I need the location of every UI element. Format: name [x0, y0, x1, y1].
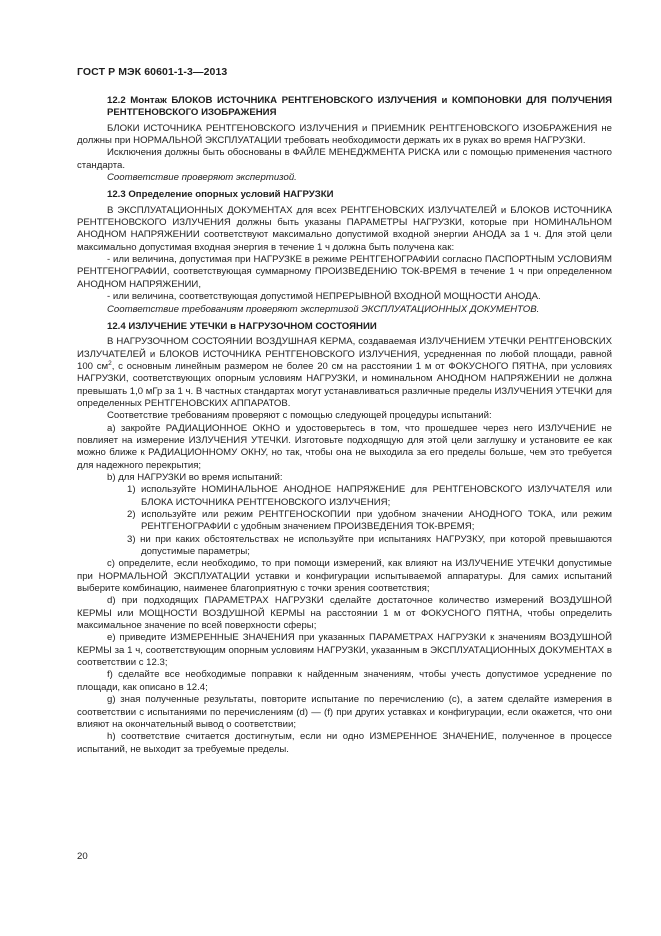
paragraph-1-text-end: , с основным линейным размером не более 20 см на расстоянии 1 м от ФОКУСНОГО ПЯТНА, при условиях НАГРУЗКИ, соответствующих опорным условиям НАГРУЗКИ, и номинальном АНОДНОМ НАПРЯЖЕНИИ не должна превышать 1,0 мГр за 1 ч. В частных стандартах могут устанавливаться различные пределы ИЗЛУЧЕНИЯ УТЕЧКИ для определенных РЕНТГЕНОВСКИХ АППАРАТОВ.	[77, 360, 612, 409]
procedure-step-b: b) для НАГРУЗКИ во время испытаний:	[107, 471, 283, 483]
section-12-3-heading: 12.3 Определение опорных условий НАГРУЗКИ	[107, 189, 334, 201]
section-12-3-paragraph-1: В ЭКСПЛУАТАЦИОННЫХ ДОКУМЕНТАХ для всех РЕНТГЕНОВСКИХ ИЗЛУЧАТЕЛЕЙ и БЛОКОВ ИСТОЧНИКА РЕНТГЕНОВСКОГО ИЗЛУЧЕНИЯ должны быть указаны ПАРАМЕТРЫ НАГРУЗКИ, которые при НОМИНАЛЬНОМ АНОДНОМ НАПРЯЖЕНИИ соответствуют максимально допустимой входной энергии АНОДА за 1 ч. Для этой цели максимально допустимая входная энергия в течение 1 ч должна быть получена как:	[77, 204, 612, 253]
procedure-step-g: g) зная полученные результаты, повторите испытание по перечислению (с), а затем сделайте измерения в соответствии с испытаниями по перечислениям (d) — (f) при других уставках и конфигурации, если окажется, что они влияют на окончательный вывод о соответствии;	[77, 694, 612, 730]
paragraph-1-text-start: В НАГРУЗОЧНОМ СОСТОЯНИИ ВОЗДУШНАЯ КЕРМА, создаваемая ИЗЛУЧЕНИЕМ УТЕЧКИ РЕНТГЕНОВСКИХ ИЗЛУЧАТЕЛЕЙ и БЛОКОВ ИСТОЧНИКА РЕНТГЕНОВСКОГО ИЗЛУЧЕНИЯ, усредненная по любой площади, равной 100 см	[77, 336, 612, 372]
procedure-step-b-2: 2) используйте или режим РЕНТГЕНОСКОПИИ при удобном значении АНОДНОГО ТОКА, или режим РЕНТГЕНОГРАФИИ с удобным значением ПРОИЗВЕДЕНИЯ ТОК-ВРЕМЯ;	[127, 509, 612, 533]
section-12-3-compliance: Соответствие требованиям проверяют экспертизой ЭКСПЛУАТАЦИОННЫХ ДОКУМЕНТОВ.	[107, 303, 540, 315]
procedure-step-e: е) приведите ИЗМЕРЕННЫЕ ЗНАЧЕНИЯ при указанных ПАРАМЕТРАХ НАГРУЗКИ к значениям ВОЗДУШНОЙ КЕРМЫ за 1 ч, соответствующим опорным условиям НАГРУЗКИ, указанным в ЭКСПЛУАТАЦИОННЫХ ДОКУМЕНТАХ в соответствии с 12.3;	[77, 632, 612, 669]
procedure-step-b-3: 3) ни при каких обстоятельствах не используйте при испытаниях НАГРУЗКУ, при которой превышаются допустимые параметры;	[127, 533, 612, 558]
procedure-step-f: f) сделайте все необходимые поправки к найденным значениям, чтобы учесть допустимое усреднение по площади, как описано в 12.4;	[77, 669, 612, 693]
document-body	[77, 95, 612, 756]
section-12-3-list-item-2: - или величина, соответствующая допустимой НЕПРЕРЫВНОЙ ВХОДНОЙ МОЩНОСТИ АНОДА.	[107, 291, 541, 303]
procedure-step-d: d) при подходящих ПАРАМЕТРАХ НАГРУЗКИ сделайте достаточное количество измерений ВОЗДУШНОЙ КЕРМЫ или МОЩНОСТИ ВОЗДУШНОЙ КЕРМЫ на расстоянии 1 м от ФОКУСНОГО ПЯТНА, чтобы определить максимальное значение по всей поверхности сферы;	[77, 595, 612, 632]
section-12-2-heading: 12.2 Монтаж БЛОКОВ ИСТОЧНИКА РЕНТГЕНОВСКОГО ИЗЛУЧЕНИЯ и КОМПОНОВКИ ДЛЯ ПОЛУЧЕНИЯ РЕНТГЕНОВСКОГО ИЗОБРАЖЕНИЯ	[107, 95, 612, 119]
section-12-2-paragraph-2: Исключения должны быть обоснованы в ФАЙЛЕ МЕНЕДЖМЕНТА РИСКА или с помощью применения частного стандарта.	[77, 147, 612, 171]
procedure-step-c: с) определите, если необходимо, то при помощи измерений, как влияют на ИЗЛУЧЕНИЕ УТЕЧКИ допустимые при НОРМАЛЬНОЙ ЭКСПЛУАТАЦИИ уставки и конфигурации испытываемой аппаратуры. Для самих испытаний выберите комбинацию, наименее благоприятную с точки зрения соответствия;	[77, 558, 612, 595]
procedure-step-a: а) закройте РАДИАЦИОННОЕ ОКНО и удостоверьтесь в том, что прошедшее через него ИЗЛУЧЕНИЕ не повлияет на измерение ИЗЛУЧЕНИЯ УТЕЧКИ. Изготовьте подходящую для этой цели заглушку и установите ее как можно ближе к РАДИАЦИОННОМУ ОКНУ, но так, чтобы она не выходила за его пределы больше, чем это требуется для надежного перекрытия;	[77, 422, 612, 471]
section-12-4-paragraph-2: Соответствие требованиям проверяют с помощью следующей процедуры испытаний:	[107, 410, 492, 422]
section-12-4-paragraph-1	[77, 336, 612, 410]
procedure-step-h: h) соответствие считается достигнутым, если ни одно ИЗМЕРЕННОЕ ЗНАЧЕНИЕ, полученное в процессе испытаний, не выходит за требуемые пределы.	[77, 731, 612, 755]
page-number: 20	[77, 851, 88, 862]
square-superscript: 2	[108, 359, 112, 367]
procedure-step-b-1: 1) используйте НОМИНАЛЬНОЕ АНОДНОЕ НАПРЯЖЕНИЕ для РЕНТГЕНОВСКОГО ИЗЛУЧАТЕЛЯ или БЛОКА ИСТОЧНИКА РЕНТГЕНОВСКОГО ИЗЛУЧЕНИЯ;	[127, 484, 612, 508]
document-header: ГОСТ Р МЭК 60601-1-3—2013	[77, 66, 228, 78]
section-12-3-list-item-1: - или величина, допустимая при НАГРУЗКЕ в режиме РЕНТГЕНОГРАФИИ согласно ПАСПОРТНЫМ УСЛОВИЯМ РЕНТГЕНОГРАФИИ, соответствующая суммарному ПРОИЗВЕДЕНИЮ ТОК-ВРЕМЯ в течение 1 ч при определенном АНОДНОМ НАПРЯЖЕНИИ,	[77, 254, 612, 290]
section-12-2-paragraph-1: БЛОКИ ИСТОЧНИКА РЕНТГЕНОВСКОГО ИЗЛУЧЕНИЯ и ПРИЕМНИК РЕНТГЕНОВСКОГО ИЗОБРАЖЕНИЯ не должны при НОРМАЛЬНОЙ ЭКСПЛУАТАЦИИ требовать необходимости держать их в руках во время НАГРУЗКИ.	[77, 122, 612, 147]
section-12-2-compliance: Соответствие проверяют экспертизой.	[107, 172, 297, 184]
section-12-4-heading: 12.4 ИЗЛУЧЕНИЕ УТЕЧКИ в НАГРУЗОЧНОМ СОСТОЯНИИ	[107, 320, 377, 332]
